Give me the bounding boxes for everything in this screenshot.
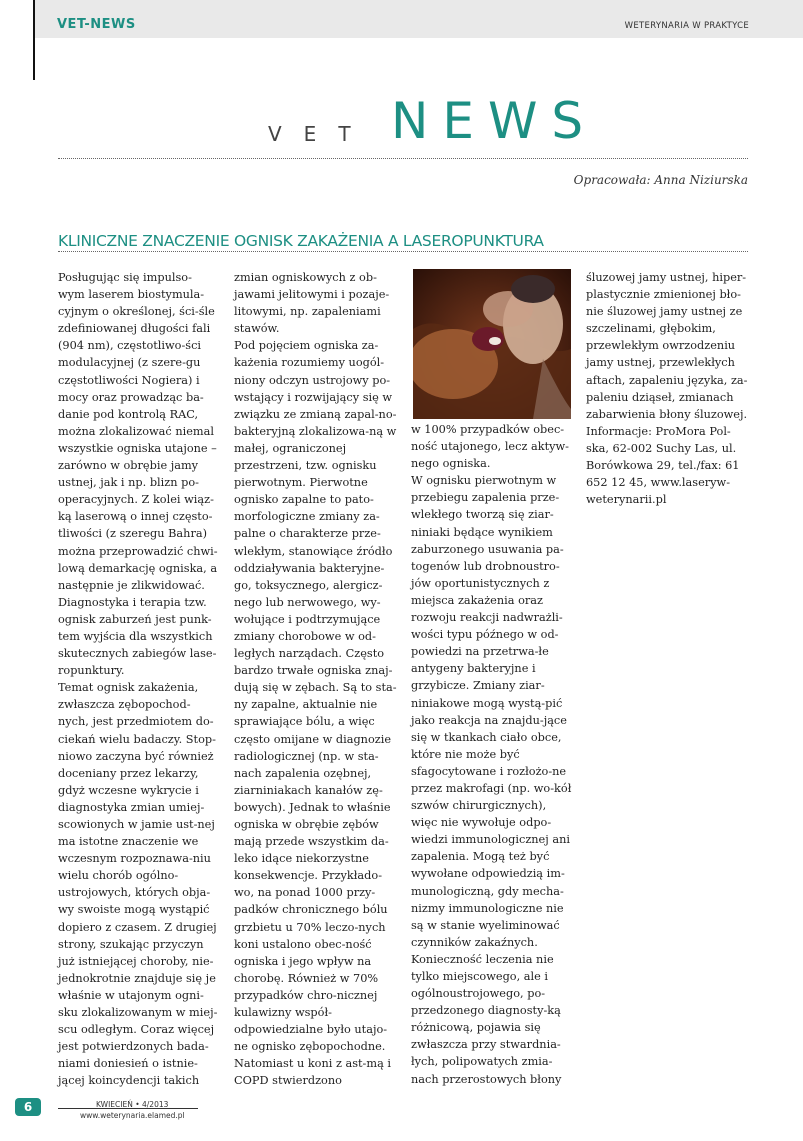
article-column-2 bbox=[234, 269, 398, 1090]
article-title: KLINICZNE ZNACZENIE OGNISK ZAKAŻENIA A LASEROPUNKTURA bbox=[58, 232, 544, 250]
byline: Opracowała: Anna Niziurska bbox=[573, 173, 748, 187]
masthead-divider bbox=[58, 158, 748, 159]
header-band bbox=[35, 0, 803, 38]
title-divider bbox=[58, 251, 748, 252]
footer-rule bbox=[58, 1108, 198, 1109]
masthead bbox=[0, 92, 803, 152]
header-side-rule bbox=[33, 0, 35, 80]
paragraph: w 100% przypadków obec-ność utajonego, lecz aktyw-nego ogniska. bbox=[411, 423, 569, 471]
page-number: 6 bbox=[15, 1098, 41, 1116]
paragraph: śluzowej jamy ustnej, hiper-plastycznie zmienionej bło-nie śluzowej jamy ustnej ze szczelinami, głębokim, przewlekłym owrzodzeniu jamy ustnej, przewlekłych aftach, zapaleniu języka, za-paleniu dziąseł, zmianach zabarwienia błony śluzowej. bbox=[586, 271, 748, 421]
paragraph: Pod pojęciem ogniska za-każenia rozumiemy uogól-niony odczyn ustrojowy po-wstający i rozwijający się w związku ze zmianą zapal-no-bakteryjną zlokalizowa-ną w małej, ograniczonej przestrzeni, tzw. ognisku pierwotnym. Pierwotne ognisko zapalne to pato-morfologiczne zmiany za-palne o charakterze prze-wlekłym, stanowiące źródło oddziaływania bakteryjne-go, toksycznego, alergicz-nego lub nerwowego, wy-wołujące i podtrzymujące zmiany chorobowe w od-ległych narządach. Często bardzo trwałe ogniska znaj-dują się w zębach. Są to sta-ny zapalne, aktualnie nie sprawiające bólu, a więc często omijane w diagnozie radiologicznej (np. w sta-nach zapalenia ozębnej, ziarniniakach kanałów zę-bowych). Jednak to właśnie ogniska w obrębie zębów mają przede wszystkim da-leko idące niekorzystne konsekwencje. Przykłado-wo, na ponad 1000 przy-padków chronicznego bólu grzbietu u 70% leczo-nych koni ustalono obec-ność ogniska i jego wpływ na chorobę. Również w 70% przypadków chro-nicznej kulawizny współ-odpowiedzialne było utajo-ne ognisko zębopochodne. Natomiast u koni z ast-mą i COPD stwierdzono bbox=[234, 339, 397, 1088]
article-photo bbox=[413, 269, 571, 419]
footer-issue: KWIECIEŃ • 4/2013 bbox=[96, 1100, 169, 1109]
magazine-label: WETERYNARIA W PRAKTYCE bbox=[624, 21, 749, 31]
contact-info: Informacje: ProMora Pol-ska, 62-002 Suchy Las, ul. Borówkowa 29, tel./fax: 61 652 12 45, www.laseryw-weterynarii.pl bbox=[586, 424, 740, 507]
paragraph: Posługując się impulso-wym laserem biostymula-cyjnym o określonej, ści-śle zdefiniowanej długości fali (904 nm), częstotliwo-ści modulacyjnej (z szere-gu częstotliwości Nogiera) i mocy oraz prowadząc ba-danie pod kontrolą RAC, można zlokalizować niemal wszystkie ogniska utajone – zarówno w obrębie jamy ustnej, jak i np. blizn po-operacyjnych. Z kolei wiąz-ką laserową o innej często-tliwości (z szeregu Bahra) można przeprowadzić chwi-lową demarkację ogniska, a następnie je zlikwidować. Diagnostyka i terapia tzw. ognisk zaburzeń jest punk-tem wyjścia dla wszystkich skutecznych zabiegów lase-ropunktury. bbox=[58, 271, 218, 678]
article-column-4 bbox=[586, 269, 752, 508]
paragraph: zmian ogniskowych z ob-jawami jelitowymi i pozaje-litowymi, np. zapaleniami stawów. bbox=[234, 271, 390, 336]
article-column-3 bbox=[411, 421, 573, 1088]
article-column-1 bbox=[58, 269, 218, 1090]
section-label: VET-NEWS bbox=[57, 17, 136, 32]
masthead-news: NEWS bbox=[391, 92, 598, 150]
paragraph: W ognisku pierwotnym w przebiegu zapalenia prze-wlekłego tworzą się ziar-niniaki będące wynikiem zaburzonego usuwania pa-togenów lub drobnoustro-jów oportunistycznych z miejsca zakażenia oraz rozwoju reakcji nadwrażli-wości typu późnego w od-powiedzi na przetrwa-łe antygeny bakteryjne i grzybicze. Zmiany ziar-niniakowe mogą wystą-pić jako reakcja na znajdu-jące się w tkankach ciało obce, które nie może być sfagocytowane i rozłożo-ne przez makrofagi (np. wo-kół szwów chirurgicznych), więc nie wywołuje odpo-wiedzi immunologicznej ani zapalenia. Mogą też być wywołane odpowiedzią im-munologiczną, gdy mecha-nizmy immunologiczne nie są w stanie wyeliminować czynników zakaźnych. Konieczność leczenia nie tylko miejscowego, ale i ogólnoustrojowego, po-przedzonego diagnosty-ką różnicową, pojawia się zwłaszcza przy stwardnia-łych, polipowatych zmia-nach przerostowych błony bbox=[411, 474, 572, 1086]
masthead-vet: VET bbox=[268, 122, 373, 146]
footer-url: www.weterynaria.elamed.pl bbox=[80, 1111, 185, 1120]
paragraph: Temat ognisk zakażenia, zwłaszcza zębopochod-nych, jest przedmiotem do-ciekań wielu badaczy. Stop-niowo zaczyna być również doceniany przez lekarzy, gdyż wczesne wykrycie i diagnostyka zmian umiej-scowionych w jamie ust-nej ma istotne znaczenie we wczesnym rozpoznawa-niu wielu chorób ogólno-ustrojowych, których obja-wy swoiste mogą wystąpić dopiero z czasem. Z drugiej strony, szukając przyczyn już istniejącej choroby, nie-jednokrotnie znajduje się je właśnie w utajonym ogni-sku zlokalizowanym w miej-scu odległym. Coraz więcej jest potwierdzonych bada-niami doniesień o istnie-jącej koincydencji takich bbox=[58, 681, 218, 1088]
